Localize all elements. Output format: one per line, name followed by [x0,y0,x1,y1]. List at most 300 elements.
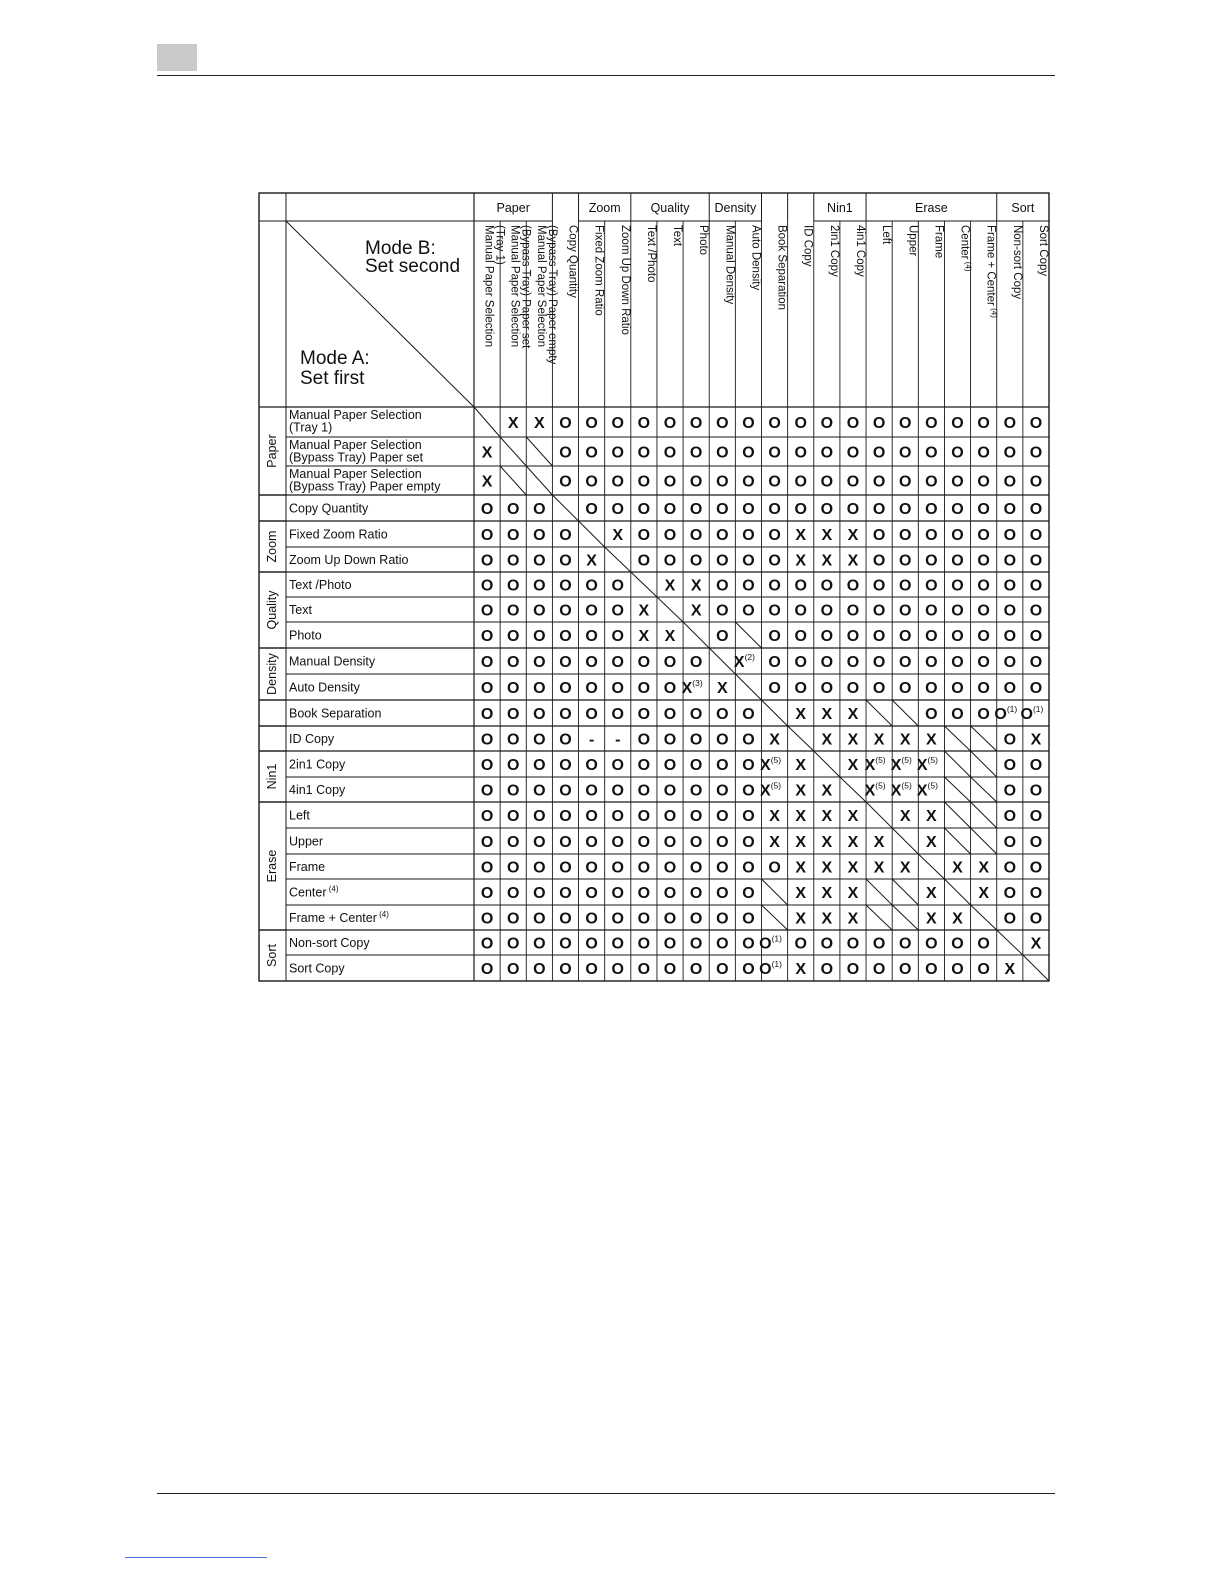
matrix-cell: O [689,552,703,570]
column-header-label: 2in1 Copy [827,225,840,277]
matrix-cell: X [873,834,885,851]
matrix-cell: O [899,444,912,462]
matrix-cell: O [742,444,755,462]
row-label: (Bypass Tray) Paper set [289,450,424,465]
cell-na-diagonal [762,700,788,726]
matrix-cell: $X^{(3)}$ [681,678,703,697]
matrix-cell: X [978,859,989,877]
matrix-cell: X [926,885,937,902]
matrix-cell: O [872,935,886,953]
matrix-cell: O [533,680,546,697]
matrix-cell: O [506,654,520,671]
matrix-cell: $X^{(5)}$ [890,780,912,800]
matrix-cell: O [768,552,781,570]
matrix-cell: O [689,935,703,953]
cell-na-diagonal [971,905,997,930]
matrix-cell: O [1029,859,1043,877]
matrix-cell: O [794,654,807,671]
cell-na-diagonal [866,879,892,905]
matrix-cell-footnote: (5) [770,755,782,765]
matrix-cell: O [533,552,546,570]
column-header-label: Photo [697,225,710,256]
matrix-cell: O [689,885,703,902]
matrix-cell: X [507,415,519,432]
matrix-cell: O [716,552,729,570]
cell-na-diagonal [474,407,500,437]
row-label: Auto Density [289,680,360,695]
matrix-cell: O [480,757,494,774]
matrix-cell: O [925,501,938,518]
matrix-cell: O [663,473,677,491]
matrix-cell: O [1003,731,1017,749]
cell-na-diagonal [866,905,892,930]
matrix-cell: O [585,808,598,825]
cell-na-diagonal [526,466,552,495]
matrix-cell: O [768,415,781,432]
matrix-cell: O [637,935,651,953]
matrix-cell: O [951,473,964,491]
matrix-cell: O [872,577,886,595]
matrix-cell: O [533,885,546,902]
matrix-cell: O [637,706,651,723]
cell-na-diagonal [944,802,970,828]
matrix-cell: O [977,654,990,671]
row-label: Manual Paper Selection [289,408,422,422]
cell-na-diagonal [971,828,997,854]
column-header-label: Manual Paper Selection [534,225,547,348]
matrix-cell: O [559,415,572,432]
matrix-cell: $O^{(1)}$ [759,933,782,953]
column-header-label: Frame + Center $^{(4)}$ [984,225,999,318]
matrix-cell: O [637,501,651,518]
matrix-cell: O [663,859,677,877]
matrix-cell: O [533,628,546,645]
matrix-cell: O [611,628,624,645]
matrix-cell: O [611,885,624,902]
matrix-cell: O [925,628,938,645]
matrix-cell: O [742,501,755,518]
matrix-cell: O [506,757,520,774]
matrix-cell: O [899,935,912,953]
matrix-cell: X [821,808,833,825]
matrix-cell: O [742,834,755,851]
matrix-cell: O [533,731,546,749]
matrix-cell: X [690,577,702,595]
matrix-cell: O [716,885,729,902]
matrix-cell: O [1003,910,1017,928]
matrix-cell: O [1003,885,1017,902]
matrix-cell: O [794,501,807,518]
matrix-cell: O [716,602,729,620]
row-label: Frame [289,860,326,874]
matrix-cell: - [615,731,621,749]
matrix-cell: O [1003,834,1017,851]
cell-na-diagonal [866,802,892,828]
matrix-cell: O [506,782,520,800]
matrix-cell: O [899,527,912,544]
matrix-cell: O [899,501,912,518]
row-label: Photo [289,628,322,643]
matrix-cell: O [637,885,651,902]
row-label: Upper [289,834,324,849]
matrix-cell: X [847,757,859,774]
matrix-cell: O [480,602,494,620]
matrix-cell: O [977,577,990,595]
matrix-cell: O [1003,552,1017,570]
matrix-cell: O [872,602,886,620]
column-header-label: Text /Photo [644,225,657,283]
matrix-cell: O [951,577,964,595]
column-header-label: (Bypass Tray) Paper empty [545,225,558,365]
matrix-cell: O [559,706,572,723]
matrix-cell: O [637,680,651,697]
matrix-cell: O [506,680,520,697]
matrix-cell: O [637,961,651,978]
matrix-cell: X [926,808,937,825]
matrix-cell: O [611,706,624,723]
matrix-cell: O [899,961,912,978]
cell-na-diagonal [709,648,735,674]
matrix-cell: O [1003,577,1017,595]
matrix-cell: O [689,527,703,544]
matrix-cell: O [559,782,572,800]
matrix-cell: O [872,444,886,462]
matrix-cell: $O^{(1)}$ [994,704,1018,723]
cell-na-diagonal [892,905,918,930]
matrix-cell: O [1029,415,1043,432]
cell-na-diagonal [814,751,840,777]
matrix-cell: O [951,527,964,544]
matrix-cell: O [506,552,520,570]
matrix-cell: O [768,859,781,877]
matrix-cell: O [846,501,860,518]
matrix-cell: O [506,935,520,953]
matrix-cell: O [585,782,598,800]
matrix-cell: O [611,577,624,595]
cell-na-diagonal [735,622,761,648]
matrix-cell: O [559,834,572,851]
matrix-cell: O [951,552,964,570]
matrix-cell: O [533,782,546,800]
matrix-cell: O [742,859,755,877]
matrix-cell: O [1029,885,1043,902]
matrix-cell: O [742,808,755,825]
matrix-cell-footnote: (1) [771,933,782,944]
matrix-cell: X [952,859,963,877]
matrix-cell: O [872,501,886,518]
matrix-cell: O [689,782,703,800]
matrix-cell: O [977,628,990,645]
matrix-cell: O [846,654,860,671]
cell-na-diagonal [526,437,552,466]
column-header-label: Fixed Zoom Ratio [592,225,605,316]
matrix-cell: X [795,910,807,928]
column-header-label: Manual Paper Selection [508,225,521,348]
matrix-cell: O [611,444,624,462]
matrix-cell: O [533,834,546,851]
matrix-cell: O [846,680,860,697]
matrix-cell: X [769,834,780,851]
matrix-cell: X [795,552,807,570]
matrix-cell: O [637,552,651,570]
matrix-cell: O [506,731,520,749]
row-label: ID Copy [289,732,335,746]
row-group-label: Nin1 [265,763,279,790]
cell-na-diagonal [735,674,761,700]
matrix-cell: O [977,501,990,518]
matrix-cell: X [769,731,780,749]
matrix-cell: X [795,961,807,978]
matrix-cell: O [820,415,834,432]
matrix-cell: X [481,444,493,462]
mode-a-label-line1: Mode A: [300,348,370,369]
matrix-cell: O [742,552,755,570]
matrix-cell: X [847,808,859,825]
matrix-cell: O [1003,654,1017,671]
cell-na-diagonal [971,751,997,777]
matrix-cell: O [820,501,834,518]
matrix-cell: O [716,706,729,723]
matrix-cell: O [480,654,494,671]
matrix-cell: O [820,444,834,462]
matrix-cell: O [637,654,651,671]
matrix-cell: O [559,602,572,620]
matrix-cell: O [663,654,677,671]
matrix-cell: O [794,935,807,953]
matrix-cell: X [821,859,833,877]
matrix-cell: O [585,628,598,645]
cell-na-diagonal [762,879,788,905]
cell-na-diagonal [944,828,970,854]
matrix-cell: O [742,706,755,723]
matrix-cell: O [533,527,546,544]
matrix-cell: O [637,910,651,928]
matrix-cell: $X^{(5)}$ [916,780,938,800]
mode-b-label-line2: Set second [365,256,461,277]
matrix-cell: O [480,501,494,518]
matrix-cell: O [820,961,834,978]
matrix-cell: O [559,628,572,645]
column-header-label: Auto Density [749,225,762,291]
matrix-cell: O [977,680,990,697]
matrix-cell: O [977,527,990,544]
matrix-cell: O [559,552,572,570]
cell-na-diagonal [552,495,578,521]
matrix-cell: O [559,731,572,749]
column-header-label: Book Separation [775,225,788,311]
matrix-cell: O [611,680,624,697]
matrix-cell: X [821,910,833,928]
matrix-cell: O [794,680,807,697]
cell-na-diagonal [892,879,918,905]
matrix-cell: O [611,808,624,825]
column-header-label: Copy Quantity [566,225,579,298]
matrix-cell: $O^{(1)}$ [1020,704,1044,723]
matrix-cell: O [1029,577,1043,595]
matrix-cell: O [925,577,938,595]
matrix-cell: X [926,731,937,749]
matrix-cell: O [872,961,886,978]
matrix-cell: X [847,910,859,928]
matrix-cell: $X^{(5)}$ [916,755,938,774]
matrix-cell: O [689,910,703,928]
cell-na-diagonal [500,466,526,495]
cell-na-diagonal [971,726,997,751]
matrix-cell: X [978,885,989,902]
matrix-cell: X [612,527,624,544]
matrix-cell: O [611,782,624,800]
cell-na-diagonal [971,777,997,802]
matrix-cell: O [585,501,598,518]
matrix-cell: X [664,577,676,595]
matrix-cell: X [821,552,833,570]
matrix-cell: O [506,910,520,928]
cell-na-diagonal [788,726,814,751]
matrix-cell: X [795,859,807,877]
matrix-cell: O [480,885,494,902]
matrix-cell: O [820,602,834,620]
matrix-cell: O [899,602,912,620]
row-label-footnote: (4) [376,910,389,919]
matrix-cell: O [951,935,964,953]
row-group-label: Zoom [265,530,279,563]
matrix-cell: O [716,731,729,749]
column-header-label: (Tray 1) [493,225,506,265]
column-group-label: Erase [915,201,948,215]
matrix-cell: O [716,527,729,544]
matrix-cell: O [794,628,807,645]
matrix-cell: O [506,577,520,595]
matrix-cell: O [716,473,729,491]
matrix-cell: O [559,654,572,671]
matrix-cell: O [768,602,781,620]
matrix-cell: - [588,731,595,749]
row-label: Book Separation [289,706,382,721]
matrix-cell: O [637,444,651,462]
matrix-cell: O [663,444,677,462]
matrix-cell: X [769,808,780,825]
matrix-cell: O [925,935,938,953]
matrix-cell: O [846,473,860,491]
matrix-cell-footnote: (1) [1032,704,1044,714]
matrix-cell: O [689,415,703,432]
matrix-cell: O [716,415,729,432]
matrix-cell: O [742,473,755,491]
matrix-cell: O [1003,473,1017,491]
row-group-label: Sort [265,944,279,967]
matrix-cell: O [1029,808,1043,825]
matrix-cell: O [506,885,520,902]
row-label-footnote: (4) [326,884,339,894]
column-header-label: Sort Copy [1036,225,1049,277]
matrix-cell: O [611,910,624,928]
matrix-cell: O [716,501,729,518]
row-label: (Bypass Tray) Paper empty [289,479,441,494]
matrix-cell: O [768,444,781,462]
matrix-cell: X [1030,731,1042,749]
matrix-cell: O [977,935,990,953]
row-label: Manual Density [289,654,376,669]
matrix-cell: O [611,501,624,518]
matrix-cell: O [637,834,651,851]
row-group-label: Quality [265,590,279,630]
matrix-cell: O [742,782,755,800]
matrix-cell: O [872,654,886,671]
matrix-cell: O [768,527,781,544]
matrix-cell: O [872,680,886,697]
matrix-cell: O [1003,415,1017,432]
cell-na-diagonal [944,726,970,751]
matrix-cell: O [925,706,938,723]
row-label: Copy Quantity [289,501,369,516]
matrix-cell: O [689,654,703,671]
matrix-cell: O [611,859,624,877]
matrix-cell: O [846,961,860,978]
matrix-cell: O [977,602,990,620]
matrix-cell: O [925,680,938,697]
matrix-cell: O [768,501,781,518]
matrix-cell: X [847,834,859,851]
matrix-cell: O [716,834,729,851]
cell-na-diagonal [500,437,526,466]
matrix-cell: O [611,473,624,491]
matrix-cell: X [481,473,493,491]
matrix-cell: O [846,444,860,462]
matrix-cell: X [795,527,807,544]
row-group-label: Density [265,653,279,695]
matrix-cell: O [951,501,964,518]
matrix-cell: O [663,961,677,978]
matrix-cell: X [926,910,937,928]
matrix-cell: O [611,834,624,851]
matrix-cell: O [1029,552,1043,570]
matrix-cell: O [977,961,990,978]
matrix-cell: O [611,935,624,953]
matrix-cell: O [1029,782,1043,800]
matrix-cell-footnote: (5) [770,780,782,791]
matrix-cell: O [977,552,990,570]
row-label: Sort Copy [289,961,345,976]
matrix-cell: X [795,706,807,723]
matrix-cell: O [689,731,703,749]
matrix-cell: O [1003,501,1017,518]
matrix-cell: O [1029,654,1043,671]
matrix-cell: O [716,444,729,462]
matrix-cell: O [585,961,598,978]
cell-na-diagonal [762,905,788,930]
matrix-cell: O [637,731,651,749]
matrix-cell: X [847,552,859,570]
matrix-cell: X [926,834,937,851]
matrix-cell: O [663,415,677,432]
matrix-cell: O [899,473,912,491]
matrix-cell: O [663,527,677,544]
matrix-cell: O [820,935,834,953]
row-label: Manual Paper Selection [289,438,422,452]
row-label: Non-sort Copy [289,936,370,950]
matrix-cell: X [873,731,885,749]
column-header-label: ID Copy [801,225,814,267]
matrix-cell: O [951,654,964,671]
row-label: Text [289,603,312,617]
matrix-cell: O [611,757,624,774]
matrix-cell: O [585,577,598,595]
matrix-cell: O [872,415,886,432]
matrix-cell: O [480,834,494,851]
matrix-cell: X [899,808,911,825]
matrix-cell: O [716,577,729,595]
row-label: Fixed Zoom Ratio [289,527,388,542]
